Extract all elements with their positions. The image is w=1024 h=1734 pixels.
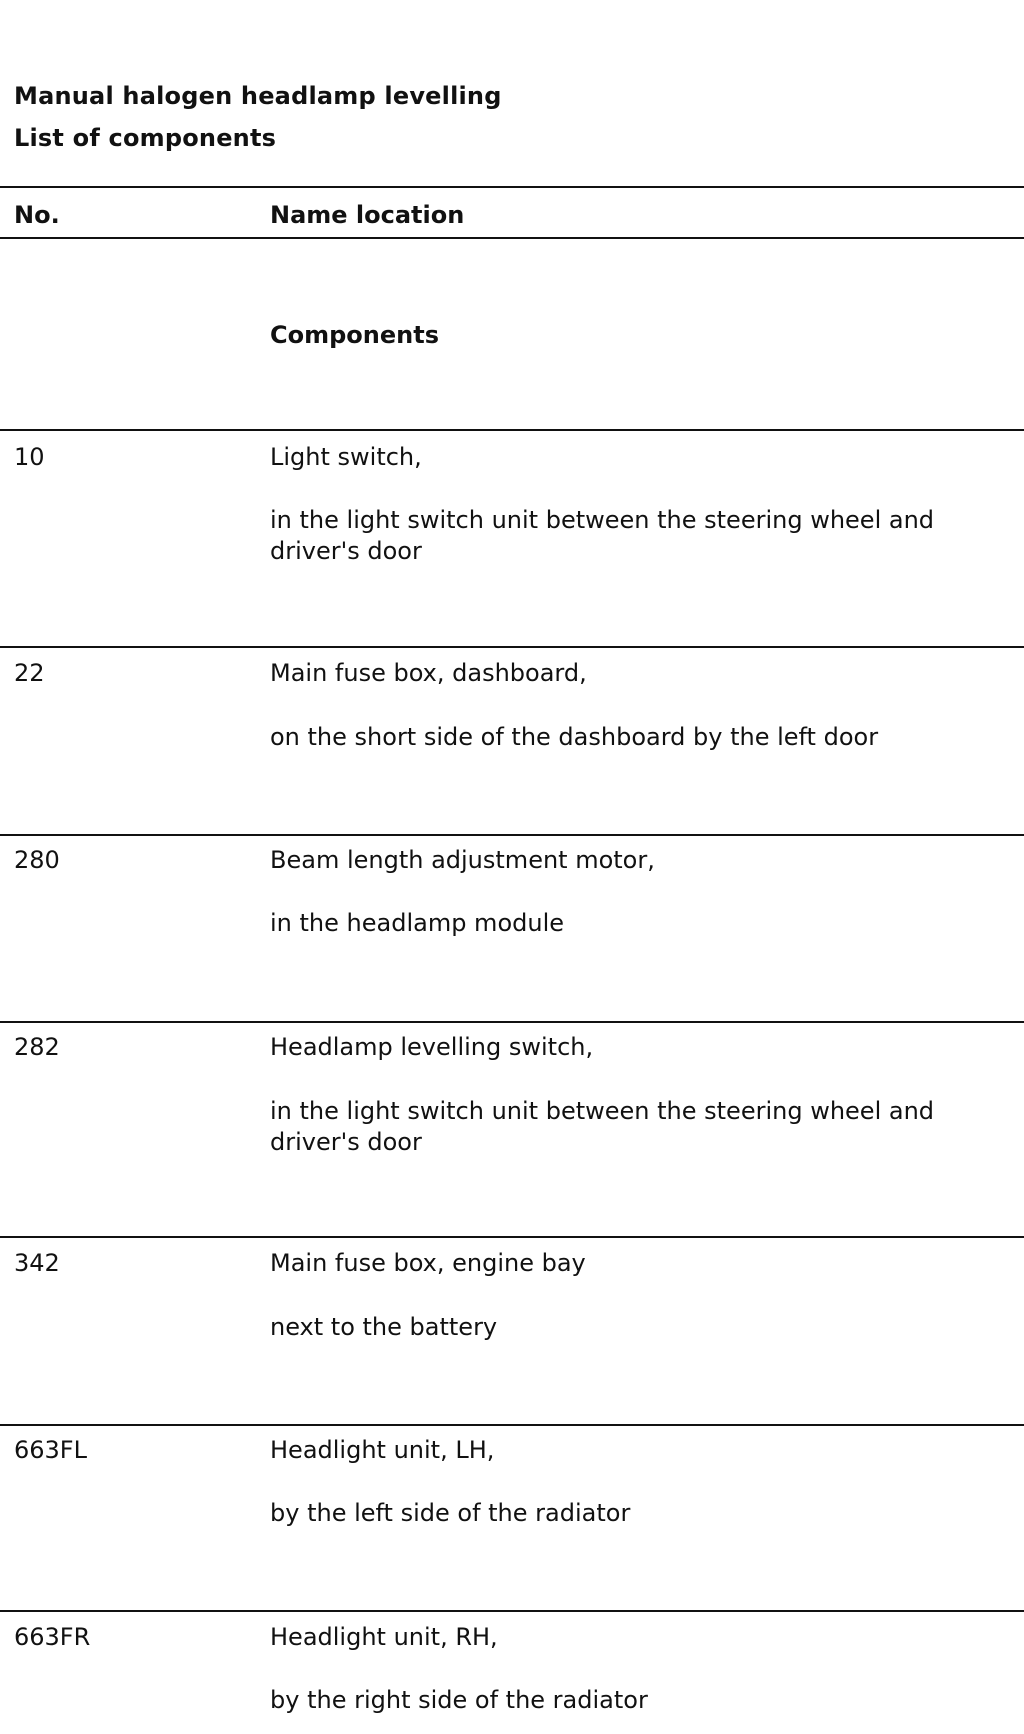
component-location: on the short side of the dashboard by the left door — [270, 723, 879, 751]
row-divider — [0, 1236, 1024, 1238]
component-number: 10 — [14, 443, 45, 471]
header-bottom-rule — [0, 237, 1024, 239]
column-header-no: No. — [14, 201, 60, 229]
component-location: in the light switch unit between the steering wheel and driver's door — [270, 506, 935, 565]
row-divider — [0, 1424, 1024, 1426]
component-name: Light switch, — [270, 443, 422, 471]
component-name: Headlight unit, RH, — [270, 1623, 498, 1651]
component-number: 280 — [14, 846, 60, 874]
component-number: 22 — [14, 659, 45, 687]
component-name: Headlight unit, LH, — [270, 1436, 495, 1464]
component-number: 342 — [14, 1249, 60, 1277]
component-location: by the left side of the radiator — [270, 1499, 631, 1527]
component-location: by the right side of the radiator — [270, 1686, 648, 1714]
document-subtitle: List of components — [14, 124, 277, 152]
row-divider — [0, 646, 1024, 648]
component-name: Main fuse box, engine bay — [270, 1249, 586, 1277]
component-name: Headlamp levelling switch, — [270, 1033, 594, 1061]
row-divider — [0, 1610, 1024, 1612]
row-divider — [0, 1021, 1024, 1023]
row-divider — [0, 429, 1024, 431]
component-number: 663FR — [14, 1623, 91, 1651]
component-name: Main fuse box, dashboard, — [270, 659, 587, 687]
column-header-name-location: Name location — [270, 201, 465, 229]
header-top-rule — [0, 186, 1024, 188]
component-name: Beam length adjustment motor, — [270, 846, 655, 874]
section-title: Components — [270, 321, 439, 349]
document-title: Manual halogen headlamp levelling — [14, 82, 502, 110]
component-location: in the headlamp module — [270, 909, 564, 937]
component-location: in the light switch unit between the steering wheel and driver's door — [270, 1097, 935, 1156]
component-number: 282 — [14, 1033, 60, 1061]
row-divider — [0, 834, 1024, 836]
component-number: 663FL — [14, 1436, 87, 1464]
component-location: next to the battery — [270, 1313, 498, 1341]
